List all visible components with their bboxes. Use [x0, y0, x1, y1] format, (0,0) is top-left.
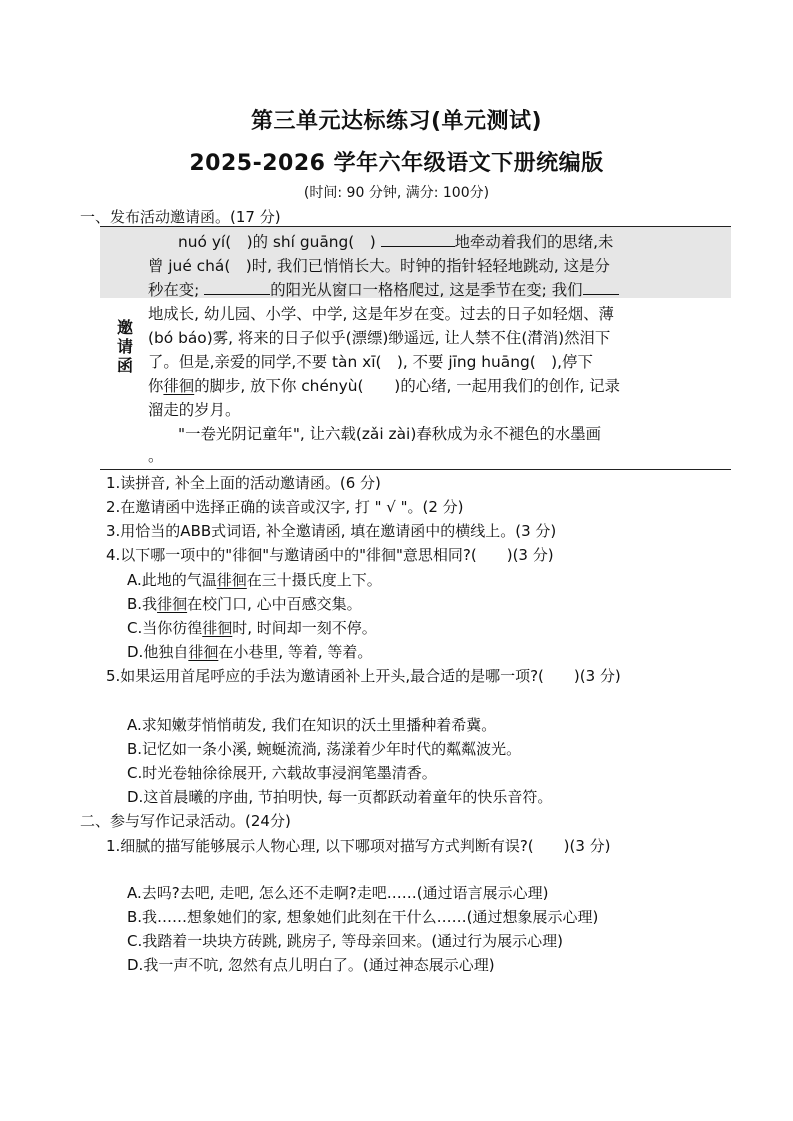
invitation-line: 地成长, 幼儿园、小学、中学, 这是年岁在变。过去的日子如轻烟、薄 [148, 305, 614, 323]
underlined-word: 徘徊 [216, 571, 247, 589]
option-c: C.时光卷轴徐徐展开, 六载故事浸润笔墨清香。 [127, 764, 437, 782]
invitation-line: 了。但是,亲爱的同学,不要 tàn xī( ), 不要 jīng huāng( ),停下 [148, 353, 593, 371]
invitation-line: 你徘徊的脚步, 放下你 chényù( )的心绪, 一起用我们的创作, 记录 [148, 377, 620, 395]
option-d: D.我一声不吭, 忽然有点儿明白了。(通过神态展示心理) [127, 956, 495, 974]
option-b: B.我徘徊在校门口, 心中百感交集。 [127, 595, 362, 613]
option-b: B.我……想象她们的家, 想象她们此刻在干什么……(通过想象展示心理) [127, 908, 599, 926]
underlined-word: 徘徊 [163, 377, 195, 395]
option-a: A.去吗?去吧, 走吧, 怎么还不走啊?走吧……(通过语言展示心理) [127, 884, 549, 902]
underlined-word: 徘徊 [157, 595, 188, 613]
page-subtitle: 2025-2026 学年六年级语文下册统编版 [189, 151, 604, 176]
invitation-line: "一卷光阴记童年", 让六载(zǎi zài)春秋成为永不褪色的水墨画 [178, 425, 602, 443]
invitation-line: (bó báo)雾, 将来的日子似乎(漂缥)缈遥远, 让人禁不住(潸消)然泪下 [148, 329, 611, 347]
invitation-line: nuó yí( )的 shí guāng( ) 地牵动着我们的思绪,未 [178, 233, 614, 251]
option-d: D.这首晨曦的序曲, 节拍明快, 每一页都跃动着童年的快乐音符。 [127, 788, 553, 806]
fill-blank-abb-2[interactable] [204, 280, 270, 295]
question-4: 4.以下哪一项中的"徘徊"与邀请函中的"徘徊"意思相同?( )(3 分) [106, 546, 554, 564]
label-char: 邀 [116, 318, 133, 337]
fill-blank-abb-3[interactable] [583, 280, 619, 295]
option-b: B.记忆如一条小溪, 蜿蜒流淌, 荡漾着少年时代的粼粼波光。 [127, 740, 522, 758]
option-d: D.他独自徘徊在小巷里, 等着, 等着。 [127, 643, 373, 661]
page-title: 第三单元达标练习(单元测试) [250, 109, 543, 134]
option-c: C.当你彷徨徘徊时, 时间却一刻不停。 [127, 619, 377, 637]
invitation-label [114, 318, 136, 375]
time-info: (时间: 90 分钟, 满分: 100分) [303, 185, 490, 201]
option-c: C.我踏着一块块方砖跳, 跳房子, 等母亲回来。(通过行为展示心理) [127, 932, 564, 950]
invitation-line: 曾 jué chá( )时, 我们已悄悄长大。时钟的指针轻轻地跳动, 这是分 [148, 257, 610, 275]
invitation-line: 溜走的岁月。 [148, 401, 241, 419]
invitation-line: 。 [148, 447, 164, 465]
invitation-line: 秒在变; 的阳光从窗口一格格爬过, 这是季节在变; 我们 [148, 278, 730, 303]
question-2: 2.在邀请函中选择正确的读音或汉字, 打 " √ "。(2 分) [106, 498, 464, 516]
underlined-word: 徘徊 [188, 643, 219, 661]
label-char: 函 [116, 356, 133, 375]
question-3: 3.用恰当的ABB式词语, 补全邀请函, 填在邀请函中的横线上。(3 分) [106, 522, 557, 540]
label-char: 请 [116, 337, 133, 356]
question-1: 1.读拼音, 补全上面的活动邀请函。(6 分) [106, 474, 381, 492]
question-5: 5.如果运用首尾呼应的手法为邀请函补上开头,最合适的是哪一项?( )(3 分) [106, 667, 621, 685]
section-2-question-1: 1.细腻的描写能够展示人物心理, 以下哪项对描写方式判断有误?( )(3 分) [106, 837, 611, 855]
section-2-heading: 二、参与写作记录活动。(24分) [80, 812, 291, 830]
fill-blank-abb-1[interactable] [381, 232, 455, 247]
option-a: A.此地的气温徘徊在三十摄氏度上下。 [127, 571, 382, 589]
underlined-word: 徘徊 [202, 619, 233, 637]
section-1-heading: 一、发布活动邀请函。(17 分) [80, 208, 281, 226]
option-a: A.求知嫩芽悄悄萌发, 我们在知识的沃土里播种着希冀。 [127, 716, 497, 734]
